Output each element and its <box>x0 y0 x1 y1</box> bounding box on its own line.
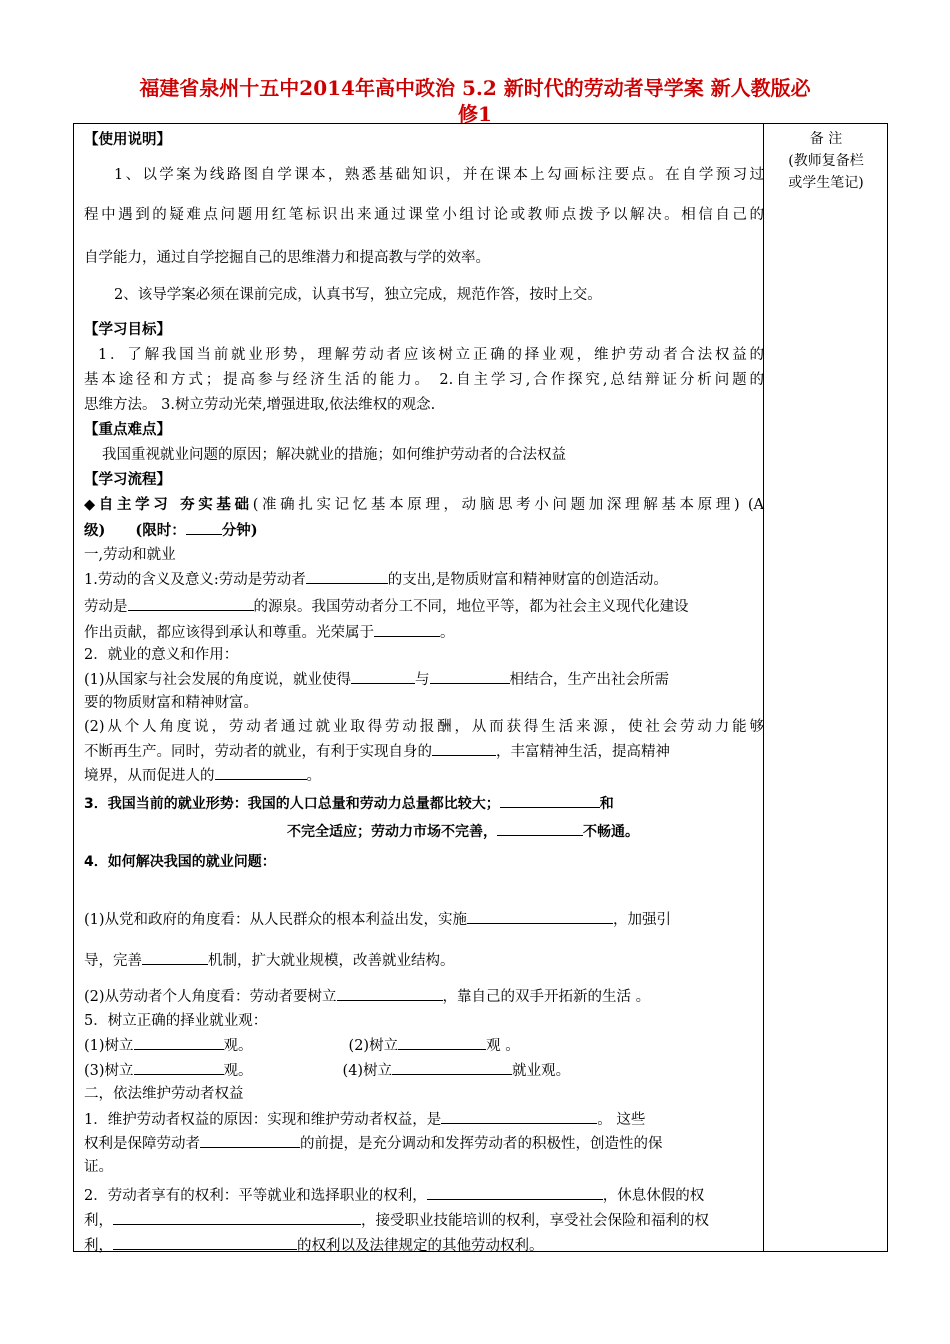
q4-1-blank-1[interactable] <box>467 909 613 924</box>
q5-1-blank[interactable] <box>134 1035 224 1050</box>
q2-1-text-b: 与 <box>415 672 430 688</box>
q2-1-line2: 要的物质财富和精神财富。 <box>84 695 258 711</box>
q4-1-text-b: ，加强引 <box>613 912 672 928</box>
q2-2-blank-2[interactable] <box>215 765 307 780</box>
q5-4-blank[interactable] <box>392 1060 512 1075</box>
section2-heading: 二，依法维护劳动者权益 <box>84 1086 244 1102</box>
q1-line1 <box>84 569 764 590</box>
s2-q1-line3: 证。 <box>84 1159 113 1175</box>
usage-p2: 2、该导学案必须在课前完成，认真书写，独立完成，规范作答，按时上交。 <box>114 287 602 303</box>
q3-line1 <box>84 793 764 814</box>
q2-2-line2 <box>84 741 764 762</box>
q5-3-suffix: 观。 <box>223 1063 253 1079</box>
q1-line2 <box>84 596 764 617</box>
q2-2-text-b: 不断再生产。同时，劳动者的就业，有利于实现自身的 <box>84 744 432 760</box>
q4-1-line2 <box>84 950 764 971</box>
q2-1-text-c: 相结合，生产出社会所需 <box>509 672 670 688</box>
s2-q1-text-b: 。 这些 <box>597 1112 646 1128</box>
goals-line2: 基本途径和方式；提高参与经济生活的能力。 2.自主学习,合作探究,总结辩证分析问题的 <box>84 372 764 388</box>
s2-q2-blank-2[interactable] <box>113 1210 361 1225</box>
s2-q2-text-b: ，休息休假的权 <box>602 1188 705 1204</box>
s2-q2-line2 <box>84 1210 764 1231</box>
q4-1-blank-2[interactable] <box>142 950 208 965</box>
notes-column-header <box>766 128 886 194</box>
q2-1-blank-1[interactable] <box>351 669 415 684</box>
q1-text-c: 劳动是 <box>84 599 128 615</box>
self-study-title: ◆自主学习 夯实基础 <box>84 496 253 513</box>
q5-4-label: (4)树立 <box>342 1063 393 1079</box>
s2-q2-text-e: 利， <box>84 1238 113 1254</box>
page-title-continued: 修1 <box>458 102 492 126</box>
q3-blank-1[interactable] <box>500 793 600 808</box>
q1-blank-1[interactable] <box>306 569 388 584</box>
q3-text-d: 不畅通。 <box>583 824 639 840</box>
q1-text-d: 的源泉。我国劳动者分工不同，地位平等，都为社会主义现代化建设 <box>253 599 689 615</box>
q3-line2 <box>287 821 950 842</box>
q1-blank-3[interactable] <box>374 622 440 637</box>
q4-2-blank[interactable] <box>337 986 443 1001</box>
q2-heading: 2．就业的意义和作用： <box>84 647 239 663</box>
q2-1-blank-2[interactable] <box>430 669 510 684</box>
q4-1-line1 <box>84 909 764 930</box>
q4-1-text-d: 机制，扩大就业规模，改善就业结构。 <box>208 953 455 969</box>
q5-1-suffix: 观。 <box>223 1038 253 1054</box>
flow-heading: 【学习流程】 <box>84 471 171 488</box>
goals-heading: 【学习目标】 <box>84 321 171 338</box>
q2-2-line3 <box>84 765 764 786</box>
q5-row2 <box>84 1060 764 1081</box>
q3-text-a: 3．我国当前的就业形势：我国的人口总量和劳动力总量都比较大； <box>84 796 500 812</box>
q5-2-suffix: 观 。 <box>486 1038 520 1054</box>
section1-heading: 一,劳动和就业 <box>84 547 176 563</box>
s2-q1-text-d: 的前提，是充分调动和发挥劳动者的积极性，创造性的保 <box>300 1136 663 1152</box>
usage-p1-line3: 自学能力，通过自学挖掘自己的思维潜力和提高教与学的效率。 <box>84 250 490 266</box>
limit-unit: 分钟) <box>221 522 258 539</box>
s2-q2-text-c: 利， <box>84 1213 113 1229</box>
s2-q2-blank-1[interactable] <box>427 1185 603 1200</box>
q5-heading: 5．树立正确的择业就业观： <box>84 1013 268 1029</box>
q4-1-text-a: (1)从党和政府的角度看：从人民群众的根本利益出发，实施 <box>84 912 468 928</box>
q2-1-text-a: (1)从国家与社会发展的角度说，就业使得 <box>84 672 352 688</box>
q4-2-text-b: ，靠自己的双手开拓新的生活 。 <box>442 989 651 1005</box>
s2-q2-text-d: ，接受职业技能培训的权利，享受社会保险和福利的权 <box>361 1213 709 1229</box>
goals-line1: 1．了解我国当前就业形势，理解劳动者应该树立正确的择业观，维护劳动者合法权益的 <box>98 347 764 363</box>
q1-text-b: 的支出,是物质财富和精神财富的创造活动。 <box>387 572 668 588</box>
q4-2-text-a: (2)从劳动者个人角度看：劳动者要树立 <box>84 989 337 1005</box>
s2-q2-line3 <box>84 1235 764 1256</box>
s2-q1-text-c: 权利是保障劳动者 <box>84 1136 200 1152</box>
q1-text-e: 作出贡献，都应该得到承认和尊重。光荣属于 <box>84 625 374 641</box>
s2-q2-text-a: 2．劳动者享有的权利：平等就业和选择职业的权利， <box>84 1188 427 1204</box>
usage-heading: 【使用说明】 <box>84 131 171 148</box>
self-study-desc: (准确扎实记忆基本原理，动脑思考小问题加深理解基本原理) (A <box>252 497 764 513</box>
time-limit-line <box>84 520 764 541</box>
usage-p1-line2: 程中遇到的疑难点问题用红笔标识出来通过课堂小组讨论或教师点拨予以解决。相信自己的 <box>84 207 764 223</box>
q5-1-label: (1)树立 <box>84 1038 134 1054</box>
q1-blank-2[interactable] <box>128 596 254 611</box>
q2-2-blank-1[interactable] <box>432 741 496 756</box>
s2-q1-blank-2[interactable] <box>200 1133 300 1148</box>
q4-heading: 4．如何解决我国的就业问题： <box>84 854 276 870</box>
q2-2-text-c: ，丰富精神生活，提高精神 <box>496 744 670 760</box>
notes-sub1: (教师复备栏 <box>788 153 864 169</box>
q2-2-text-e: 。 <box>306 768 321 784</box>
q5-row1 <box>84 1035 764 1056</box>
q1-text-a: 1.劳动的含义及意义:劳动是劳动者 <box>84 572 306 588</box>
q5-4-suffix: 就业观。 <box>512 1063 571 1079</box>
key-heading: 【重点难点】 <box>84 421 171 438</box>
q3-text-b: 和 <box>599 796 614 812</box>
q5-2-blank[interactable] <box>398 1035 486 1050</box>
s2-q1-line2 <box>84 1133 764 1154</box>
q3-blank-2[interactable] <box>497 821 583 836</box>
s2-q1-blank-1[interactable] <box>441 1109 597 1124</box>
limit-label: (限时： <box>135 522 186 539</box>
s2-q2-text-f: 的权利以及法律规定的其他劳动权利。 <box>297 1238 544 1254</box>
q2-2-text-d: 境界，从而促进人的 <box>84 768 215 784</box>
level-text: 级) <box>84 522 106 539</box>
time-limit-blank[interactable] <box>186 520 222 535</box>
s2-q1-line1 <box>84 1109 764 1130</box>
s2-q2-line1 <box>84 1185 764 1206</box>
page-title: 福建省泉州十五中2014年高中政治 5.2 新时代的劳动者导学案 新人教版必 <box>139 76 811 100</box>
q1-line3 <box>84 622 764 643</box>
key-text: 我国重视就业问题的原因；解决就业的措施；如何维护劳动者的合法权益 <box>102 447 566 463</box>
q2-1-line1 <box>84 669 764 690</box>
q2-2-line1: (2)从个人角度说，劳动者通过就业取得劳动报酬，从而获得生活来源，使社会劳动力能够 <box>84 719 764 735</box>
notes-label: 备 注 <box>809 131 843 147</box>
q5-3-blank[interactable] <box>134 1060 224 1075</box>
notes-sub2: 或学生笔记) <box>788 175 864 191</box>
q5-3-label: (3)树立 <box>84 1063 134 1079</box>
self-study-line <box>84 495 764 515</box>
s2-q2-blank-3[interactable] <box>113 1235 297 1250</box>
goals-line3: 思维方法。 3.树立劳动光荣,增强进取,依法维权的观念. <box>84 397 436 413</box>
q4-2-line <box>84 986 764 1007</box>
q1-text-f: 。 <box>440 625 455 641</box>
usage-p1-line1: 1、以学案为线路图自学课本，熟悉基础知识，并在课本上勾画标注要点。在自学预习过 <box>114 167 764 183</box>
q4-1-text-c: 导，完善 <box>84 953 142 969</box>
q5-2-label: (2)树立 <box>348 1038 399 1054</box>
s2-q1-text-a: 1．维护劳动者权益的原因：实现和维护劳动者权益，是 <box>84 1112 442 1128</box>
q3-text-c: 不完全适应；劳动力市场不完善， <box>287 824 497 840</box>
